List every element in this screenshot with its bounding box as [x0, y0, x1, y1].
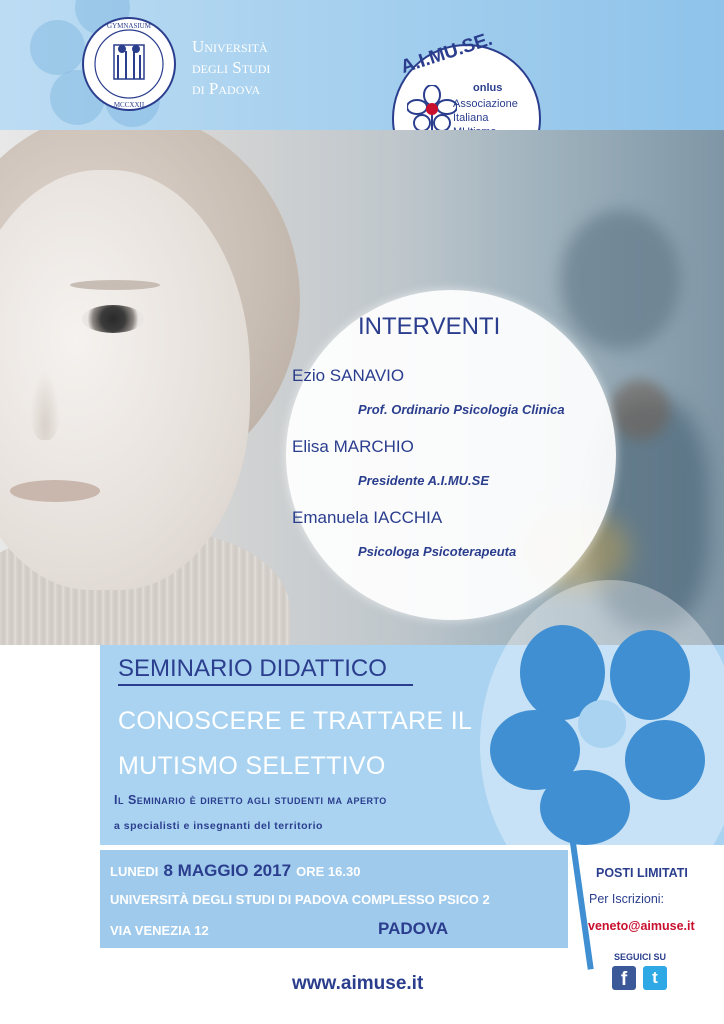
background-figure-blur	[560, 210, 680, 350]
interventi-title: INTERVENTI	[358, 313, 501, 340]
university-name-line3: di Padova	[192, 79, 261, 98]
speaker-role-2: Presidente A.I.MU.SE	[358, 473, 489, 488]
speaker-role-3: Psicologa Psicoterapeuta	[358, 544, 517, 559]
facebook-icon[interactable]	[612, 966, 636, 990]
svg-text:MCCXXII: MCCXXII	[113, 101, 145, 109]
aimuse-logo-line2: Italiana	[453, 112, 489, 124]
seminar-title-line2: MUTISMO SELETTIVO	[118, 752, 386, 780]
child-lips	[10, 480, 100, 502]
seminar-type-underline	[118, 684, 413, 686]
aimuse-logo-onlus: onlus	[473, 82, 503, 94]
posti-limitati: POSTI LIMITATI	[596, 866, 688, 880]
facebook-glyph: f	[620, 969, 628, 990]
seminar-title-line1: CONOSCERE E TRATTARE IL	[118, 707, 473, 735]
event-day: LUNEDI	[110, 864, 159, 879]
child-nose	[30, 370, 60, 440]
speaker-name-1: Ezio SANAVIO	[292, 366, 405, 385]
event-city: PADOVA	[378, 919, 449, 938]
speaker-name-3: Emanuela IACCHIA	[292, 508, 443, 527]
registration-label: Per Iscrizioni:	[589, 892, 665, 906]
event-date-row	[110, 861, 360, 881]
twitter-glyph: t	[652, 968, 658, 987]
aimuse-logo-name: A.I.MU.SE.	[398, 28, 496, 79]
speaker-role-1: Prof. Ordinario Psicologia Clinica	[358, 402, 565, 417]
seminar-type: SEMINARIO DIDATTICO	[118, 655, 387, 682]
event-time: ORE 16.30	[296, 864, 361, 879]
event-date: 8 MAGGIO 2017	[163, 861, 292, 880]
seminar-note-line2: a specialisti e insegnanti del territorio	[114, 820, 323, 832]
svg-text:GYMNASIUM: GYMNASIUM	[107, 22, 151, 30]
registration-email[interactable]: veneto@aimuse.it	[588, 919, 695, 933]
event-street: VIA VENEZIA 12	[110, 923, 209, 938]
follow-us-label: SEGUICI SU	[614, 952, 667, 962]
website-link[interactable]: www.aimuse.it	[292, 973, 424, 994]
university-name-line2: degli Studi	[192, 58, 271, 77]
event-venue: UNIVERSITÀ DEGLI STUDI DI PADOVA COMPLESSO PSICO 2	[110, 892, 490, 907]
background-figure-blur	[610, 380, 670, 440]
university-name	[192, 36, 270, 99]
child-eye	[82, 305, 144, 333]
aimuse-logo-line1: Associazione	[453, 98, 518, 110]
seminar-note-line1: Il Seminario è diretto agli studenti ma aperto	[114, 793, 387, 807]
twitter-icon[interactable]	[643, 966, 667, 990]
speaker-name-2: Elisa MARCHIO	[292, 437, 414, 456]
child-eyebrow	[70, 280, 160, 290]
university-seal-logo	[80, 15, 178, 113]
university-name-line1: Università	[192, 37, 268, 56]
